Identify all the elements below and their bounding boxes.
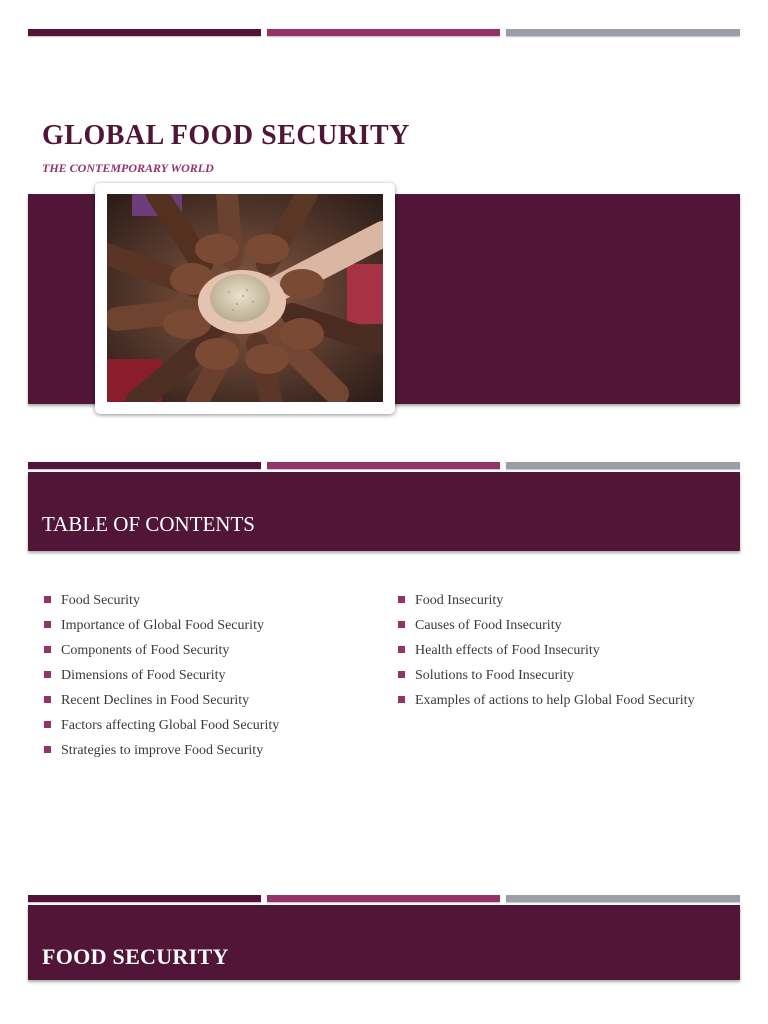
toc-right-list [396, 590, 736, 715]
list-item-label: Factors affecting Global Food Security [61, 718, 280, 733]
section-heading: FOOD SECURITY [42, 944, 229, 969]
list-item [42, 665, 372, 690]
hands-photo-frame [95, 183, 395, 414]
list-item [396, 665, 736, 690]
list-item-label: Examples of actions to help Global Food Security [415, 693, 695, 708]
square-bullet-icon [44, 621, 51, 628]
list-item [42, 640, 372, 665]
stripe-dark [28, 895, 261, 902]
square-bullet-icon [398, 696, 405, 703]
hands-illustration [107, 194, 383, 402]
stripe-gray [506, 462, 740, 469]
list-item-label: Food Insecurity [415, 593, 504, 608]
list-item [396, 640, 736, 665]
square-bullet-icon [398, 646, 405, 653]
slide3-top-stripes [28, 895, 740, 902]
list-item [42, 590, 372, 615]
toc-left-list [42, 590, 372, 765]
list-item [42, 615, 372, 640]
list-item-label: Food Security [61, 593, 140, 608]
list-item [42, 690, 372, 715]
hands-with-grain-photo [107, 194, 383, 402]
toc-heading: TABLE OF CONTENTS [42, 512, 255, 536]
list-item-label: Strategies to improve Food Security [61, 743, 264, 758]
stripe-accent [267, 29, 500, 36]
list-item [396, 615, 736, 640]
slide-subtitle: THE CONTEMPORARY WORLD [42, 161, 214, 175]
square-bullet-icon [44, 696, 51, 703]
square-bullet-icon [398, 671, 405, 678]
slide1-top-stripes [28, 29, 740, 36]
square-bullet-icon [44, 646, 51, 653]
stripe-accent [267, 895, 500, 902]
square-bullet-icon [44, 746, 51, 753]
list-item-label: Solutions to Food Insecurity [415, 668, 575, 683]
list-item [396, 590, 736, 615]
stripe-gray [506, 895, 740, 902]
square-bullet-icon [44, 671, 51, 678]
stripe-accent [267, 462, 500, 469]
list-item [42, 715, 372, 740]
slide2-top-stripes [28, 462, 740, 469]
square-bullet-icon [44, 721, 51, 728]
square-bullet-icon [398, 596, 405, 603]
list-item-label: Importance of Global Food Security [61, 618, 264, 633]
stripe-dark [28, 462, 261, 469]
stripe-dark [28, 29, 261, 36]
list-item [42, 740, 372, 765]
list-item-label: Dimensions of Food Security [61, 668, 226, 683]
slide-title: GLOBAL FOOD SECURITY [42, 120, 410, 151]
stripe-gray [506, 29, 740, 36]
list-item-label: Components of Food Security [61, 643, 230, 658]
list-item-label: Causes of Food Insecurity [415, 618, 562, 633]
square-bullet-icon [398, 621, 405, 628]
square-bullet-icon [44, 596, 51, 603]
list-item [396, 690, 736, 715]
list-item-label: Recent Declines in Food Security [61, 693, 250, 708]
list-item-label: Health effects of Food Insecurity [415, 643, 600, 658]
